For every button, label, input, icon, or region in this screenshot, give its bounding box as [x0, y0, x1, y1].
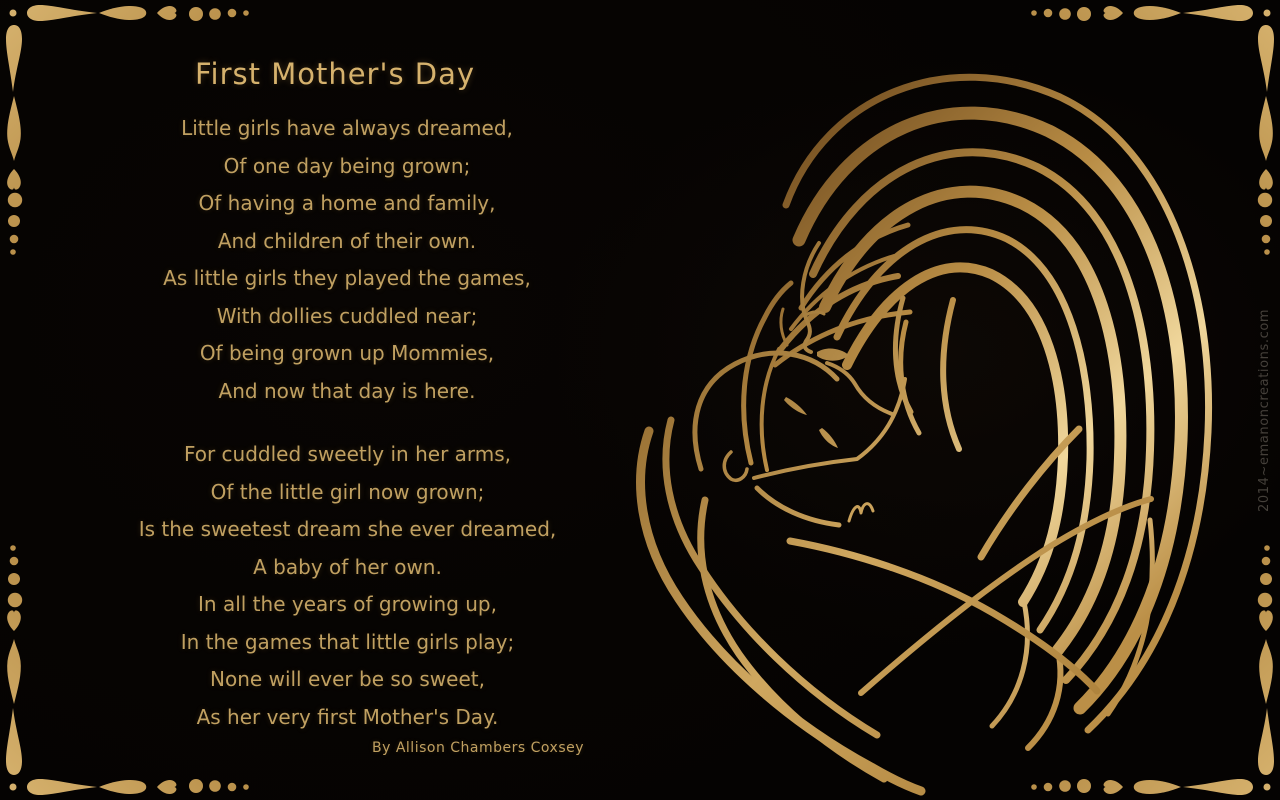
poem-stanza-2: [95, 436, 600, 736]
cradling-arm: [641, 420, 921, 791]
baby-head: [695, 353, 905, 525]
poem-line: And now that day is here.: [218, 378, 476, 403]
poem-title: First Mother's Day: [194, 57, 476, 91]
poem-line: As little girls they played the games,: [163, 266, 531, 290]
poem-line: A baby of her own.: [253, 554, 442, 579]
hair-strands: [744, 77, 1209, 748]
heart-squiggle: [849, 504, 873, 521]
body-lines: [790, 429, 1151, 693]
poem-line: Of being grown up Mommies,: [199, 341, 495, 365]
poem-stanza-1: [102, 110, 592, 410]
poem-line: With dollies cuddled near;: [216, 303, 478, 328]
poem-line: Of the little girl now grown;: [210, 479, 485, 504]
poem-line: Little girls have always dreamed,: [181, 116, 513, 140]
poem-byline: By Allison Chambers Coxsey: [372, 740, 585, 756]
poem-line: Is the sweetest dream she ever dreamed,: [138, 517, 557, 541]
poem-line: Of having a home and family,: [198, 191, 496, 215]
watermark-text: 2014~emanoncreations.com: [1257, 308, 1272, 512]
poem-line: None will ever be so sweet,: [210, 667, 485, 691]
poem-line: In all the years of growing up,: [198, 592, 497, 616]
poem-line: In the games that little girls play;: [180, 629, 515, 654]
poem-line: Of one day being grown;: [223, 153, 471, 178]
poem-line: And children of their own.: [217, 228, 477, 253]
poem-line: For cuddled sweetly in her arms,: [183, 442, 512, 466]
poem-line: As her very first Mother's Day.: [196, 704, 499, 729]
